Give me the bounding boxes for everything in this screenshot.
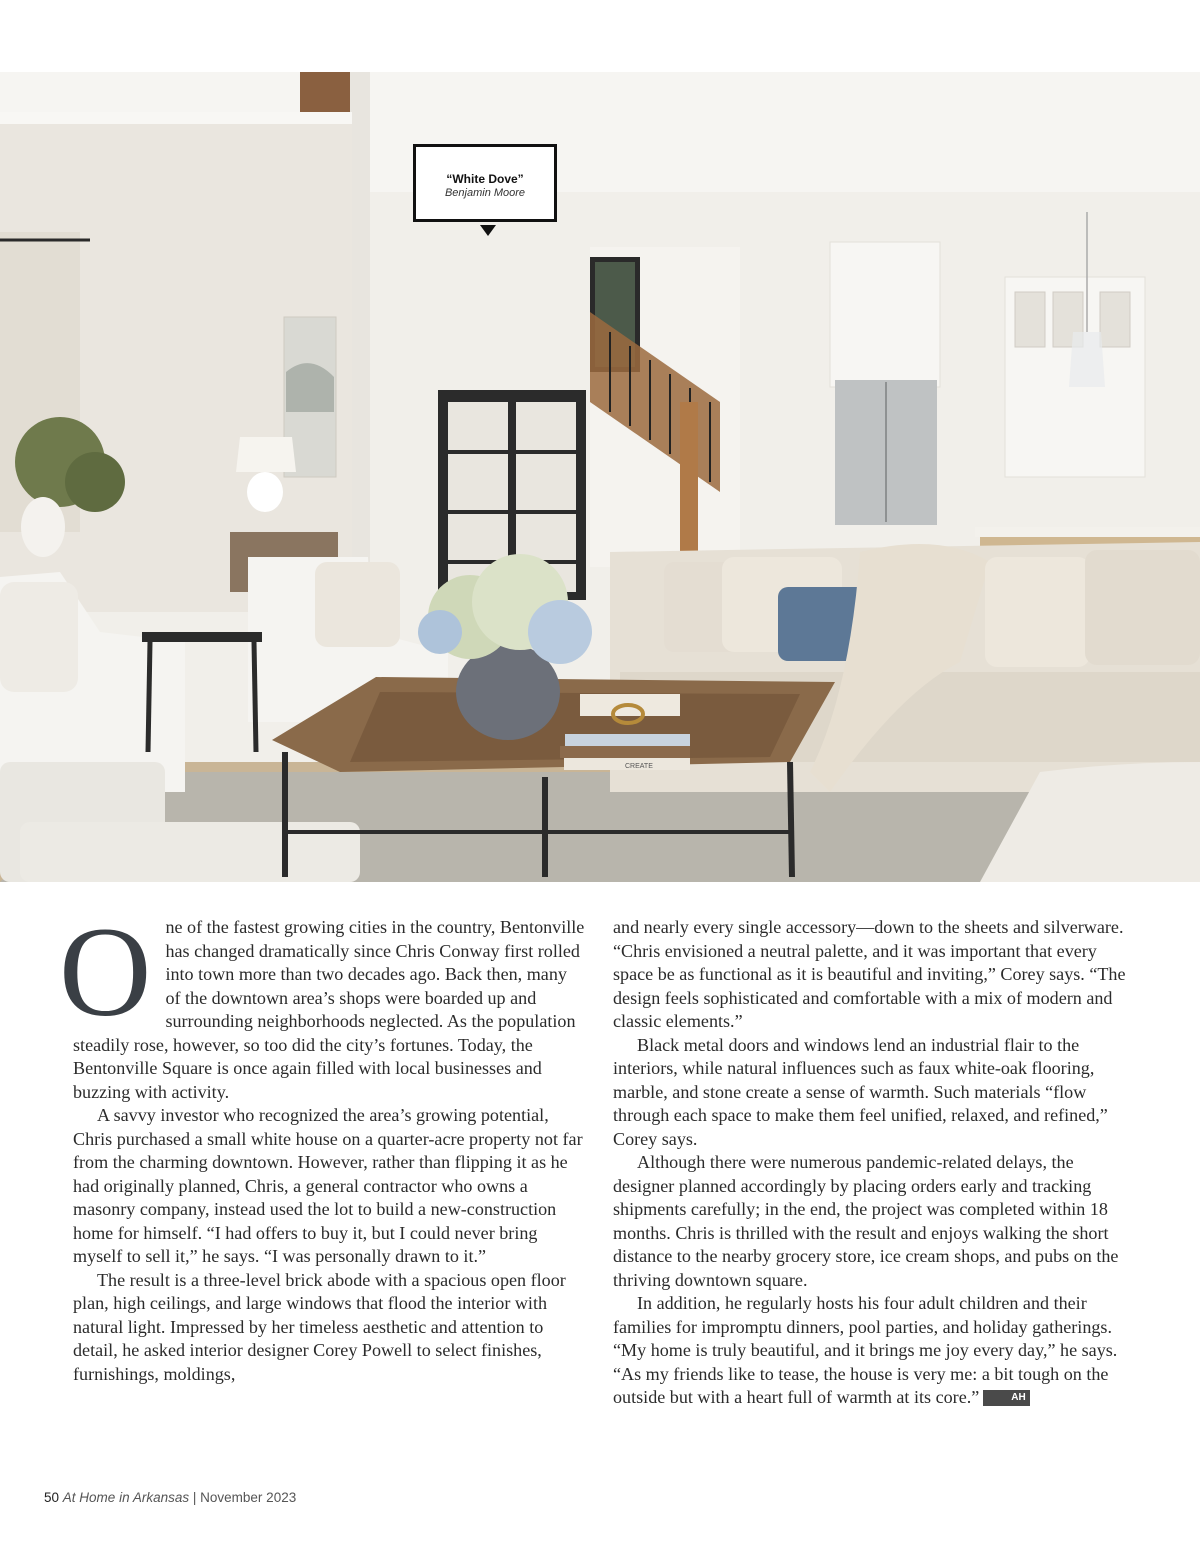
article-paragraph: The result is a three-level brick abode with a spacious open floor plan, high ceilings, and large windows that flood the interior with natural light. Impressed by her timeless aesthetic and attention to detail, he asked interior designer Corey Powell to select finishes, furnishings, moldings, [73, 1269, 566, 1384]
article-paragraph [613, 1292, 1133, 1410]
article-column-left [59, 901, 585, 1386]
callout-pointer [480, 225, 496, 236]
table-lamp [236, 437, 296, 472]
publication-name: At Home in Arkansas [62, 1490, 190, 1505]
article-paragraph [59, 901, 585, 1104]
paragraph-text: In addition, he regularly hosts his four adult children and their families for impromptu dinners, pool parties, and holiday gatherings. “My home is truly beautiful, and it brings me joy every day,” he says. “As my friends like to tease, the house is very me: a bit tough on the outside but with a heart full of warmth at its core.” [613, 1293, 1118, 1407]
issue-date: November 2023 [200, 1490, 297, 1505]
folio-separator: | [192, 1490, 197, 1505]
paint-name: “White Dove” [446, 172, 524, 186]
page-folio [44, 1490, 296, 1505]
paint-color-callout [413, 144, 557, 222]
upper-cabinets [830, 242, 940, 387]
end-mark-logo: AH [983, 1390, 1029, 1406]
paint-brand: Benjamin Moore [444, 187, 526, 199]
drop-cap: O [59, 901, 152, 1043]
side-table [142, 632, 262, 642]
pillow-floral-right [985, 557, 1090, 667]
ceiling-beam [300, 72, 352, 114]
article-paragraph: and nearly every single accessory—down to the sheets and silverware. “Chris envisioned a neutral palette, and it was important that every space be as functional as it is beautiful and inviting,” Corey says. “The design feels sophisticated and comfortable with a mix of modern and classic elements.” [613, 917, 1126, 1031]
article-column-right [613, 916, 1133, 1410]
pendant-light [1069, 332, 1105, 387]
interior-illustration [0, 72, 1200, 882]
paragraph-text: ne of the fastest growing cities in the country, Bentonville has changed dramatically since Chris Conway first rolled into town more than two decades ago. Back then, many of the downtown area’s shops were boarded up and surrounding neighborhoods neglected. As the population steadily rose, however, so too did the city’s fortunes. Today, the Bentonville Square is once again filled with local businesses and buzzing with activity. [73, 917, 585, 1102]
article-paragraph: Black metal doors and windows lend an industrial flair to the interiors, while natural influences such as faux white-oak flooring, marble, and stone create a sense of warmth. Such materials “flow through each space to make them feel unified, relaxed, and refined,” Corey says. [613, 1034, 1108, 1149]
article-paragraph: A savvy investor who recognized the area’s growing potential, Chris purchased a small white house on a quarter-acre property not far from the charming downtown. However, rather than flipping it as he had originally planned, Chris, a general contractor who owns a masonry company, instead used the lot to build a new-construction home for himself. “I had offers to buy it, but I could never bring myself to sell it,” he says. “I was personally drawn to it.” [73, 1105, 583, 1266]
living-room-photo [0, 72, 1200, 882]
book-spine-text: CREATE [625, 763, 653, 770]
article-paragraph: Although there were numerous pandemic-related delays, the designer planned accordingly by placing orders early and tracking shipments carefully; in the end, the project was completed within 18 months. Chris is thrilled with the result and enjoys walking the short distance to the nearby grocery store, ice cream shops, and pubs on the thriving downtown square. [613, 1152, 1119, 1290]
page-number: 50 [44, 1490, 60, 1505]
pillow-plaid-right [1085, 550, 1200, 665]
